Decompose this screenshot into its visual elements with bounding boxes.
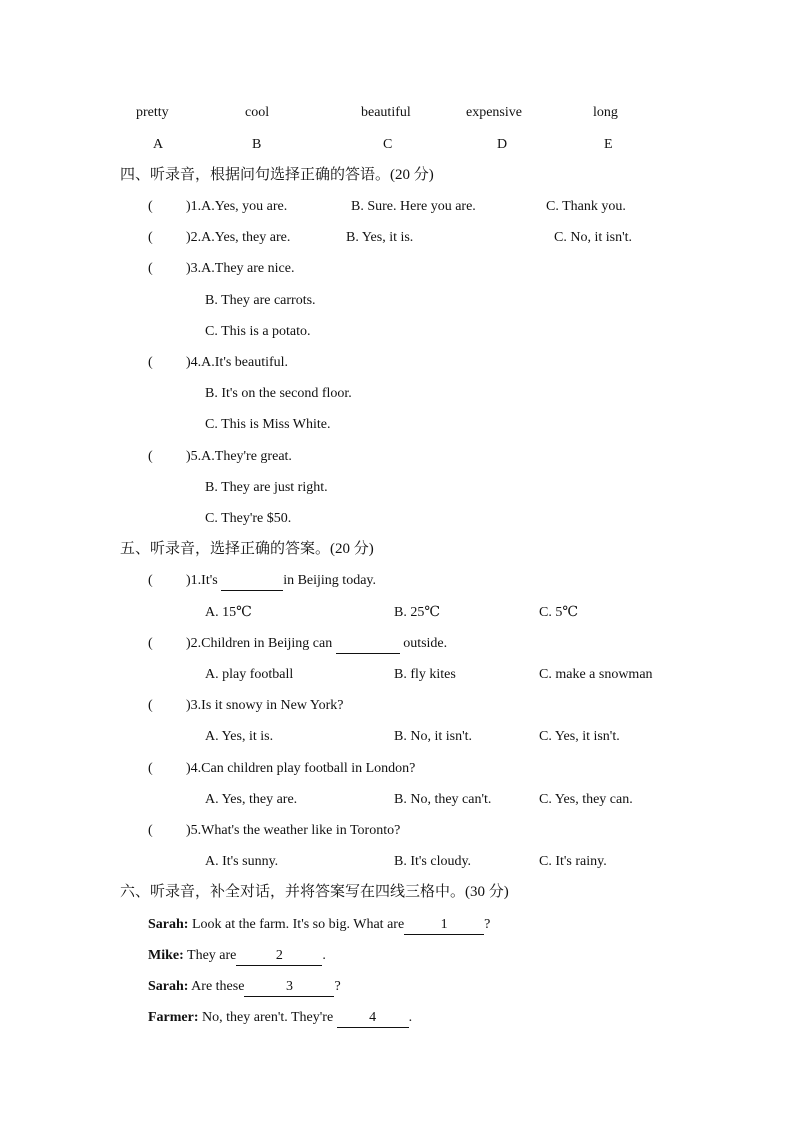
dialogue-2-text: They are: [183, 948, 237, 963]
letter-a: A: [153, 137, 164, 152]
dialogue-2-end: .: [322, 948, 326, 963]
letter-e: E: [604, 137, 613, 152]
s5-q2-blank: [336, 635, 400, 654]
s4-q3-option-b: B. They are carrots.: [205, 293, 316, 308]
s5-q2-stem-pre: )2.Children in Beijing can: [186, 636, 336, 651]
dialogue-1-text: Look at the farm. It's so big. What are: [188, 917, 405, 932]
s5-q4-option-a: A. Yes, they are.: [205, 792, 298, 807]
s4-q1-option-b: B. Sure. Here you are.: [351, 199, 476, 214]
s4-q2-option-c: C. No, it isn't.: [554, 230, 632, 245]
section5-title: 五、听录音，选择正确的答案。(20 分): [120, 541, 374, 557]
s5-q2-option-a: A. play football: [205, 667, 294, 682]
s4-q5-option-b: B. They are just right.: [205, 480, 328, 495]
s5-q1-blank: [221, 572, 283, 591]
speaker-mike: Mike:: [148, 948, 184, 963]
s5-q3-stem: )3.Is it snowy in New York?: [186, 698, 344, 713]
s5-q5-option-b: B. It's cloudy.: [394, 854, 472, 869]
section6-title: 六、听录音，补全对话，并将答案写在四线三格中。(30 分): [120, 884, 509, 900]
s4-q4-option-b: B. It's on the second floor.: [205, 386, 352, 401]
s5-q3-paren: (: [148, 698, 153, 713]
s5-q2-stem-post: outside.: [399, 636, 448, 651]
s4-q4-paren: (: [148, 355, 153, 370]
s5-q5-stem: )5.What's the weather like in Toronto?: [186, 823, 401, 838]
s4-q4-option-c: C. This is Miss White.: [205, 417, 331, 432]
letter-c: C: [383, 137, 393, 152]
s4-q2-paren: (: [148, 230, 153, 245]
dialogue-3-end: ?: [334, 979, 341, 994]
dialogue-line-4: [148, 1009, 412, 1028]
s4-q1-option-c: C. Thank you.: [546, 199, 626, 214]
s4-q5-stem: )5.A.They're great.: [186, 449, 292, 464]
s4-q3-option-c: C. This is a potato.: [205, 324, 311, 339]
s4-q2-option-b: B. Yes, it is.: [346, 230, 414, 245]
letter-d: D: [497, 137, 508, 152]
s5-q4-stem: )4.Can children play football in London?: [186, 761, 416, 776]
s5-q2-stem: [186, 635, 447, 654]
s5-q3-option-b: B. No, it isn't.: [394, 729, 472, 744]
s5-q1-option-c: C. 5℃: [539, 605, 578, 620]
s4-q3-stem: )3.A.They are nice.: [186, 261, 295, 276]
speaker-farmer: Farmer:: [148, 1010, 199, 1025]
s4-q2-stem: )2.A.Yes, they are.: [186, 230, 291, 245]
word-cool: cool: [245, 105, 270, 120]
s5-q1-paren: (: [148, 573, 153, 588]
s4-q5-paren: (: [148, 449, 153, 464]
s4-q5-option-c: C. They're $50.: [205, 511, 292, 526]
s5-q2-option-b: B. fly kites: [394, 667, 456, 682]
s4-q1-stem: )1.A.Yes, you are.: [186, 199, 288, 214]
s5-q1-option-a: A. 15℃: [205, 605, 252, 620]
word-beautiful: beautiful: [361, 105, 411, 120]
dialogue-line-2: [148, 947, 326, 966]
section4-title: 四、听录音，根据问句选择正确的答语。(20 分): [120, 167, 434, 183]
letter-b: B: [252, 137, 262, 152]
blank-2: 2: [236, 947, 322, 966]
s5-q5-option-c: C. It's rainy.: [539, 854, 607, 869]
dialogue-1-end: ?: [484, 917, 491, 932]
s5-q3-option-c: C. Yes, it isn't.: [539, 729, 620, 744]
blank-4: 4: [337, 1009, 409, 1028]
s5-q4-option-c: C. Yes, they can.: [539, 792, 633, 807]
blank-3: 3: [244, 978, 334, 997]
word-pretty: pretty: [136, 105, 169, 120]
s5-q1-stem-pre: )1.It's: [186, 573, 222, 588]
s5-q1-stem-post: in Beijing today.: [283, 573, 376, 588]
speaker-sarah-1: Sarah:: [148, 917, 189, 932]
s5-q2-paren: (: [148, 636, 153, 651]
word-expensive: expensive: [466, 105, 522, 120]
s4-q1-paren: (: [148, 199, 153, 214]
s5-q5-option-a: A. It's sunny.: [205, 854, 279, 869]
s4-q3-paren: (: [148, 261, 153, 276]
blank-1: 1: [404, 916, 484, 935]
dialogue-4-text: No, they aren't. They're: [198, 1010, 337, 1025]
s5-q5-paren: (: [148, 823, 153, 838]
word-long: long: [593, 105, 618, 120]
s5-q4-option-b: B. No, they can't.: [394, 792, 492, 807]
s4-q4-stem: )4.A.It's beautiful.: [186, 355, 289, 370]
s5-q3-option-a: A. Yes, it is.: [205, 729, 274, 744]
dialogue-line-3: [148, 978, 341, 997]
dialogue-4-end: .: [408, 1010, 413, 1025]
dialogue-line-1: [148, 916, 490, 935]
s5-q4-paren: (: [148, 761, 153, 776]
s5-q1-option-b: B. 25℃: [394, 605, 440, 620]
s5-q2-option-c: C. make a snowman: [539, 667, 653, 682]
s5-q1-stem: [186, 572, 376, 591]
speaker-sarah-2: Sarah:: [148, 979, 189, 994]
dialogue-3-text: Are these: [188, 979, 245, 994]
